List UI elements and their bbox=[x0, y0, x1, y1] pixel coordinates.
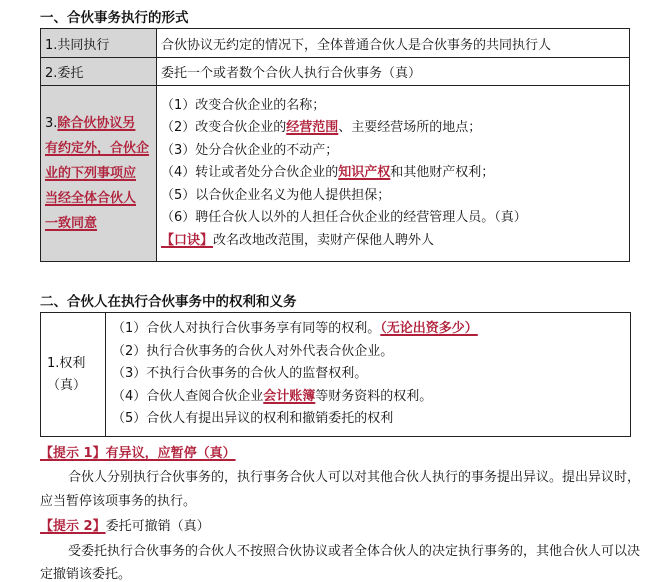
key-term: 会计账簿 bbox=[263, 388, 316, 404]
row-content: 合伙协议无约定的情况下，全体普通合伙人是合伙事务的共同执行人 bbox=[157, 29, 630, 58]
key-term: 经营范围 bbox=[286, 120, 339, 136]
list-item: （2）执行合伙事务的合伙人对外代表合伙企业。 bbox=[112, 343, 394, 359]
table-row bbox=[41, 313, 631, 437]
execution-forms-table bbox=[40, 28, 630, 262]
label-line: 一致同意 bbox=[45, 216, 98, 231]
tip2-line2: 定撤销该委托。 bbox=[40, 567, 132, 582]
tip2-title bbox=[40, 515, 210, 534]
label-line: 除合伙协议另 bbox=[57, 116, 136, 131]
list-item: （3）不执行合伙事务的合伙人的监督权利。 bbox=[112, 366, 368, 382]
list-item: （4）合伙人查阅合伙企业会计账簿等财务资料的权利。 bbox=[112, 388, 433, 404]
list-item: （1）合伙人对执行合伙事务享有同等的权利。（无论出资多少） bbox=[112, 321, 478, 337]
list-item: （1）改变合伙企业的名称； bbox=[161, 97, 326, 113]
key-term: （无论出资多少） bbox=[380, 321, 478, 337]
row-label-unanimous bbox=[41, 86, 157, 262]
unanimous-items bbox=[157, 86, 630, 262]
rights-label: 1.权利 （真） bbox=[41, 313, 106, 437]
list-item: （5）以合伙企业名义为他人提供担保； bbox=[161, 187, 391, 203]
list-item: （4）转让或者处分合伙企业的知识产权和其他财产权利； bbox=[161, 165, 495, 181]
row-content: 委托一个或者数个合伙人执行合伙事务（真） bbox=[157, 58, 630, 86]
key-term: 知识产权 bbox=[338, 165, 391, 181]
mnemonic-text: 改名改地改范围，卖财产保他人聘外人 bbox=[213, 232, 435, 248]
label-prefix: 3. bbox=[45, 116, 58, 131]
tip2-line1: 受委托执行合伙事务的合伙人不按照合伙协议或者全体合伙人的决定执行事务的，其他合伙人可以决 bbox=[68, 544, 641, 559]
list-item: （6）聘任合伙人以外的人担任合伙企业的经营管理人员。（真） bbox=[161, 210, 527, 226]
list-item: （2）改变合伙企业的经营范围、主要经营场所的地点； bbox=[161, 120, 482, 136]
row-label: 1.共同执行 bbox=[41, 29, 157, 58]
tip1-line1: 合伙人分别执行合伙事务的，执行事务合伙人可以对其他合伙人执行的事务提出异议。提出异议时， bbox=[68, 470, 641, 485]
label-line: 业的下列事项应 bbox=[45, 166, 137, 181]
list-item: （3）处分合伙企业的不动产； bbox=[161, 142, 339, 158]
tip1-title: 【提示 1】有异议，应暂停（真） bbox=[40, 446, 236, 461]
row-label: 2.委托 bbox=[41, 58, 157, 86]
label-line: 有约定外，合伙企 bbox=[45, 141, 150, 156]
list-item: （5）合伙人有提出异议的权利和撤销委托的权利 bbox=[112, 411, 394, 427]
table-row bbox=[41, 58, 630, 86]
table-row bbox=[41, 29, 630, 58]
tip2-text: 委托可撤销（真） bbox=[105, 519, 210, 534]
label-line: 当经全体合伙人 bbox=[45, 191, 137, 206]
table-row bbox=[41, 86, 630, 262]
section2-heading: 二、合伙人在执行合伙事务中的权利和义务 bbox=[40, 294, 297, 310]
tip1-line2: 应当暂停该项事务的执行。 bbox=[40, 494, 197, 509]
rights-items bbox=[106, 313, 631, 437]
tip2-label: 【提示 2】 bbox=[40, 519, 106, 534]
rights-table bbox=[40, 312, 631, 437]
mnemonic-label: 【口诀】 bbox=[161, 232, 214, 248]
section1-heading: 一、合伙事务执行的形式 bbox=[40, 10, 189, 26]
mnemonic bbox=[161, 230, 625, 253]
